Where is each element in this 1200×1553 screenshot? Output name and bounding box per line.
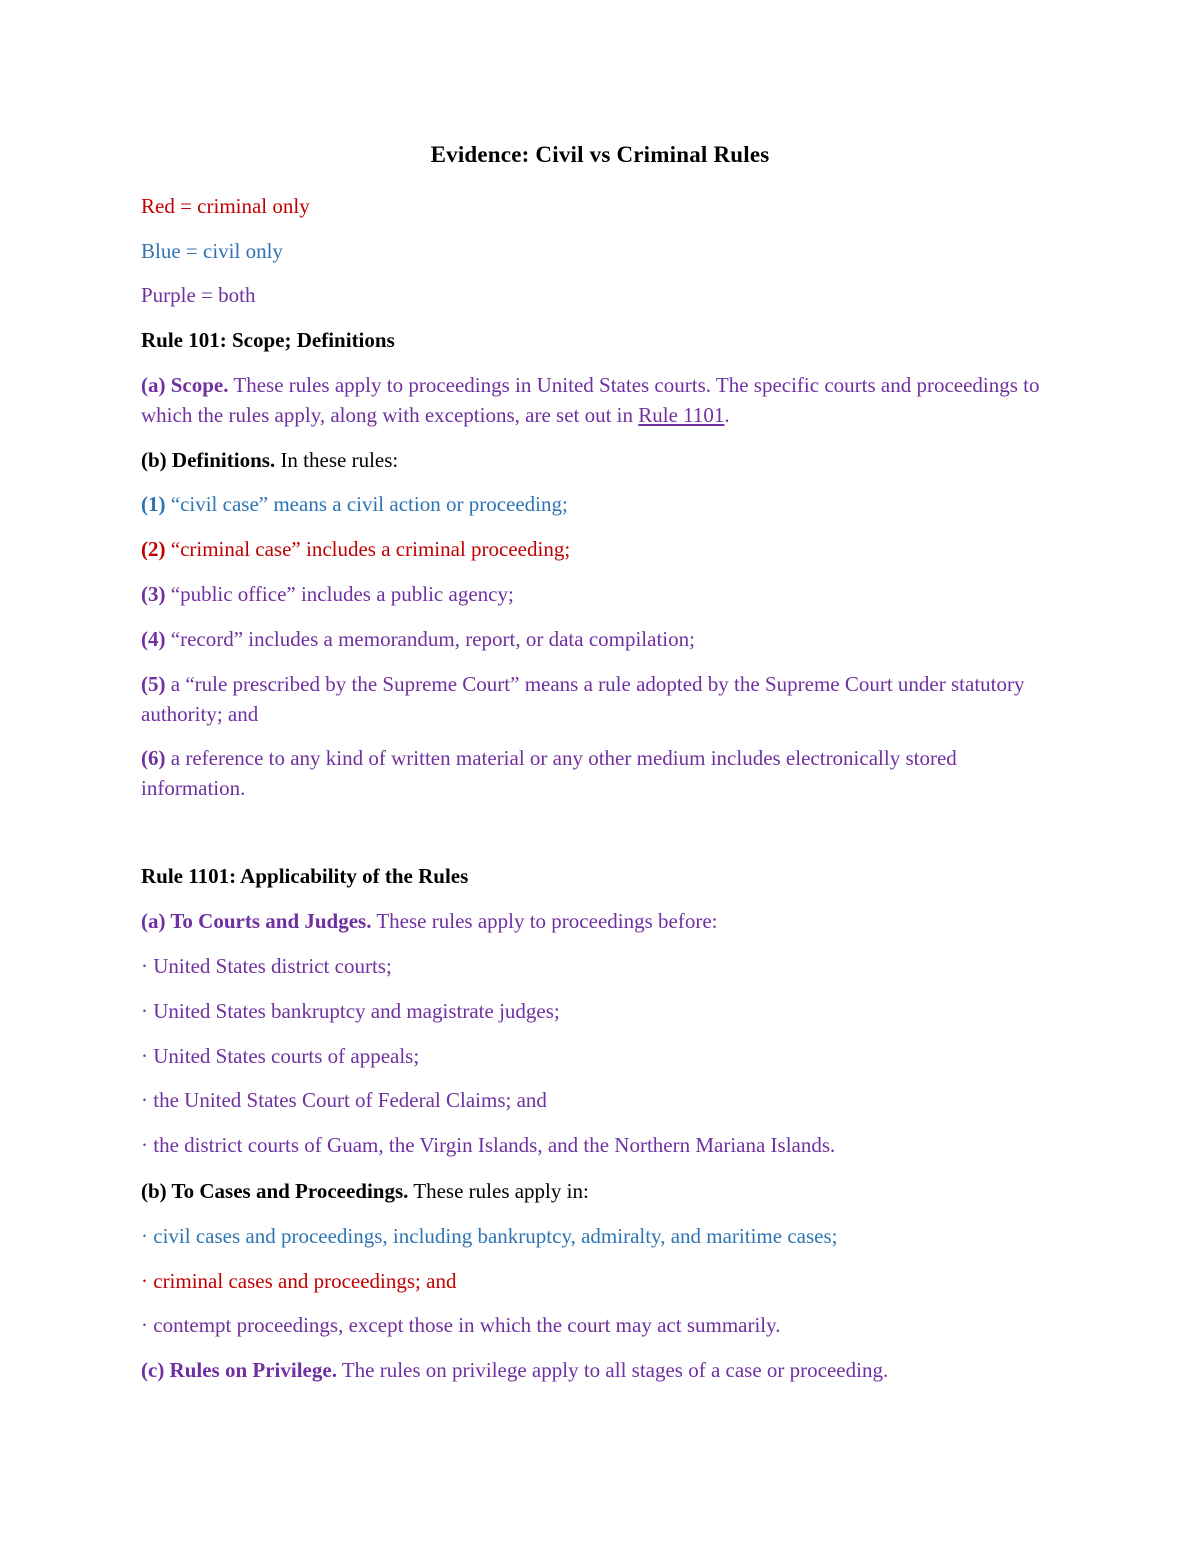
court-list-item: · the district courts of Guam, the Virgin Islands, and the Northern Mariana Islands. (141, 1133, 836, 1157)
court-list-item: · United States courts of appeals; (141, 1044, 420, 1068)
definition-text: “civil case” means a civil action or proceeding; (165, 492, 568, 516)
rule-101-a-text-end: . (724, 403, 730, 427)
court-list-item: · the United States Court of Federal Claims; and (141, 1088, 547, 1112)
definition-number: (1) (141, 492, 166, 516)
case-list-item-contempt: · contempt proceedings, except those in which the court may act summarily. (141, 1313, 781, 1337)
rule-101-b-label: (b) Definitions. (141, 448, 276, 472)
definition-item-1 (141, 489, 568, 519)
legend-blue: Blue = civil only (141, 239, 283, 263)
rule-1101-heading: Rule 1101: Applicability of the Rules (141, 864, 469, 888)
case-list-item-civil: · civil cases and proceedings, including bankruptcy, admiralty, and maritime cases; (141, 1224, 838, 1248)
rule-101-a-label: (a) Scope. (141, 373, 229, 397)
rule-101-a-paragraph (141, 370, 1061, 430)
definition-item-6 (141, 743, 1061, 803)
definition-text: “public office” includes a public agency; (165, 582, 514, 606)
rule-1101-b-text: These rules apply in: (408, 1179, 589, 1203)
rule-1101-c-text: The rules on privilege apply to all stages of a case or proceeding. (336, 1358, 889, 1382)
definition-text: “record” includes a memorandum, report, or data compilation; (165, 627, 695, 651)
rule-1101-b-paragraph (141, 1176, 589, 1206)
rule-1101-c-paragraph (141, 1355, 888, 1385)
rule-101-b-text: In these rules: (275, 448, 399, 472)
definition-item-4 (141, 624, 695, 654)
rule-101-b-paragraph (141, 445, 398, 475)
rule-1101-a-label: (a) To Courts and Judges. (141, 909, 372, 933)
definition-item-5 (141, 669, 1061, 729)
rule-1101-b-label: (b) To Cases and Proceedings. (141, 1179, 409, 1203)
definition-number: (5) (141, 672, 166, 696)
definition-text: “criminal case” includes a criminal proceeding; (165, 537, 571, 561)
definition-number: (6) (141, 746, 166, 770)
document-title: Evidence: Civil vs Criminal Rules (430, 142, 770, 167)
legend-purple: Purple = both (141, 283, 256, 307)
definition-item-2 (141, 534, 570, 564)
definition-text: a reference to any kind of written material or any other medium includes electronically stored information. (141, 746, 957, 800)
case-list-item-criminal: · criminal cases and proceedings; and (141, 1269, 457, 1293)
definition-text: a “rule prescribed by the Supreme Court” means a rule adopted by the Supreme Court under statutory authority; and (141, 672, 1025, 726)
rule-1101-a-paragraph (141, 906, 717, 936)
definition-number: (3) (141, 582, 166, 606)
rule-1101-c-label: (c) Rules on Privilege. (141, 1358, 337, 1382)
rule-101-a-text: These rules apply to proceedings in United States courts. The specific courts and proceedings to which the rules apply, along with exceptions, are set out in (141, 373, 1040, 427)
definition-number: (4) (141, 627, 166, 651)
rule-1101-a-text: These rules apply to proceedings before: (371, 909, 718, 933)
rule-1101-link[interactable]: Rule 1101 (638, 403, 725, 427)
definition-number: (2) (141, 537, 166, 561)
legend-red: Red = criminal only (141, 194, 310, 218)
definition-item-3 (141, 579, 514, 609)
rule-101-heading: Rule 101: Scope; Definitions (141, 328, 395, 352)
court-list-item: · United States bankruptcy and magistrate judges; (141, 999, 560, 1023)
court-list-item: · United States district courts; (141, 954, 392, 978)
